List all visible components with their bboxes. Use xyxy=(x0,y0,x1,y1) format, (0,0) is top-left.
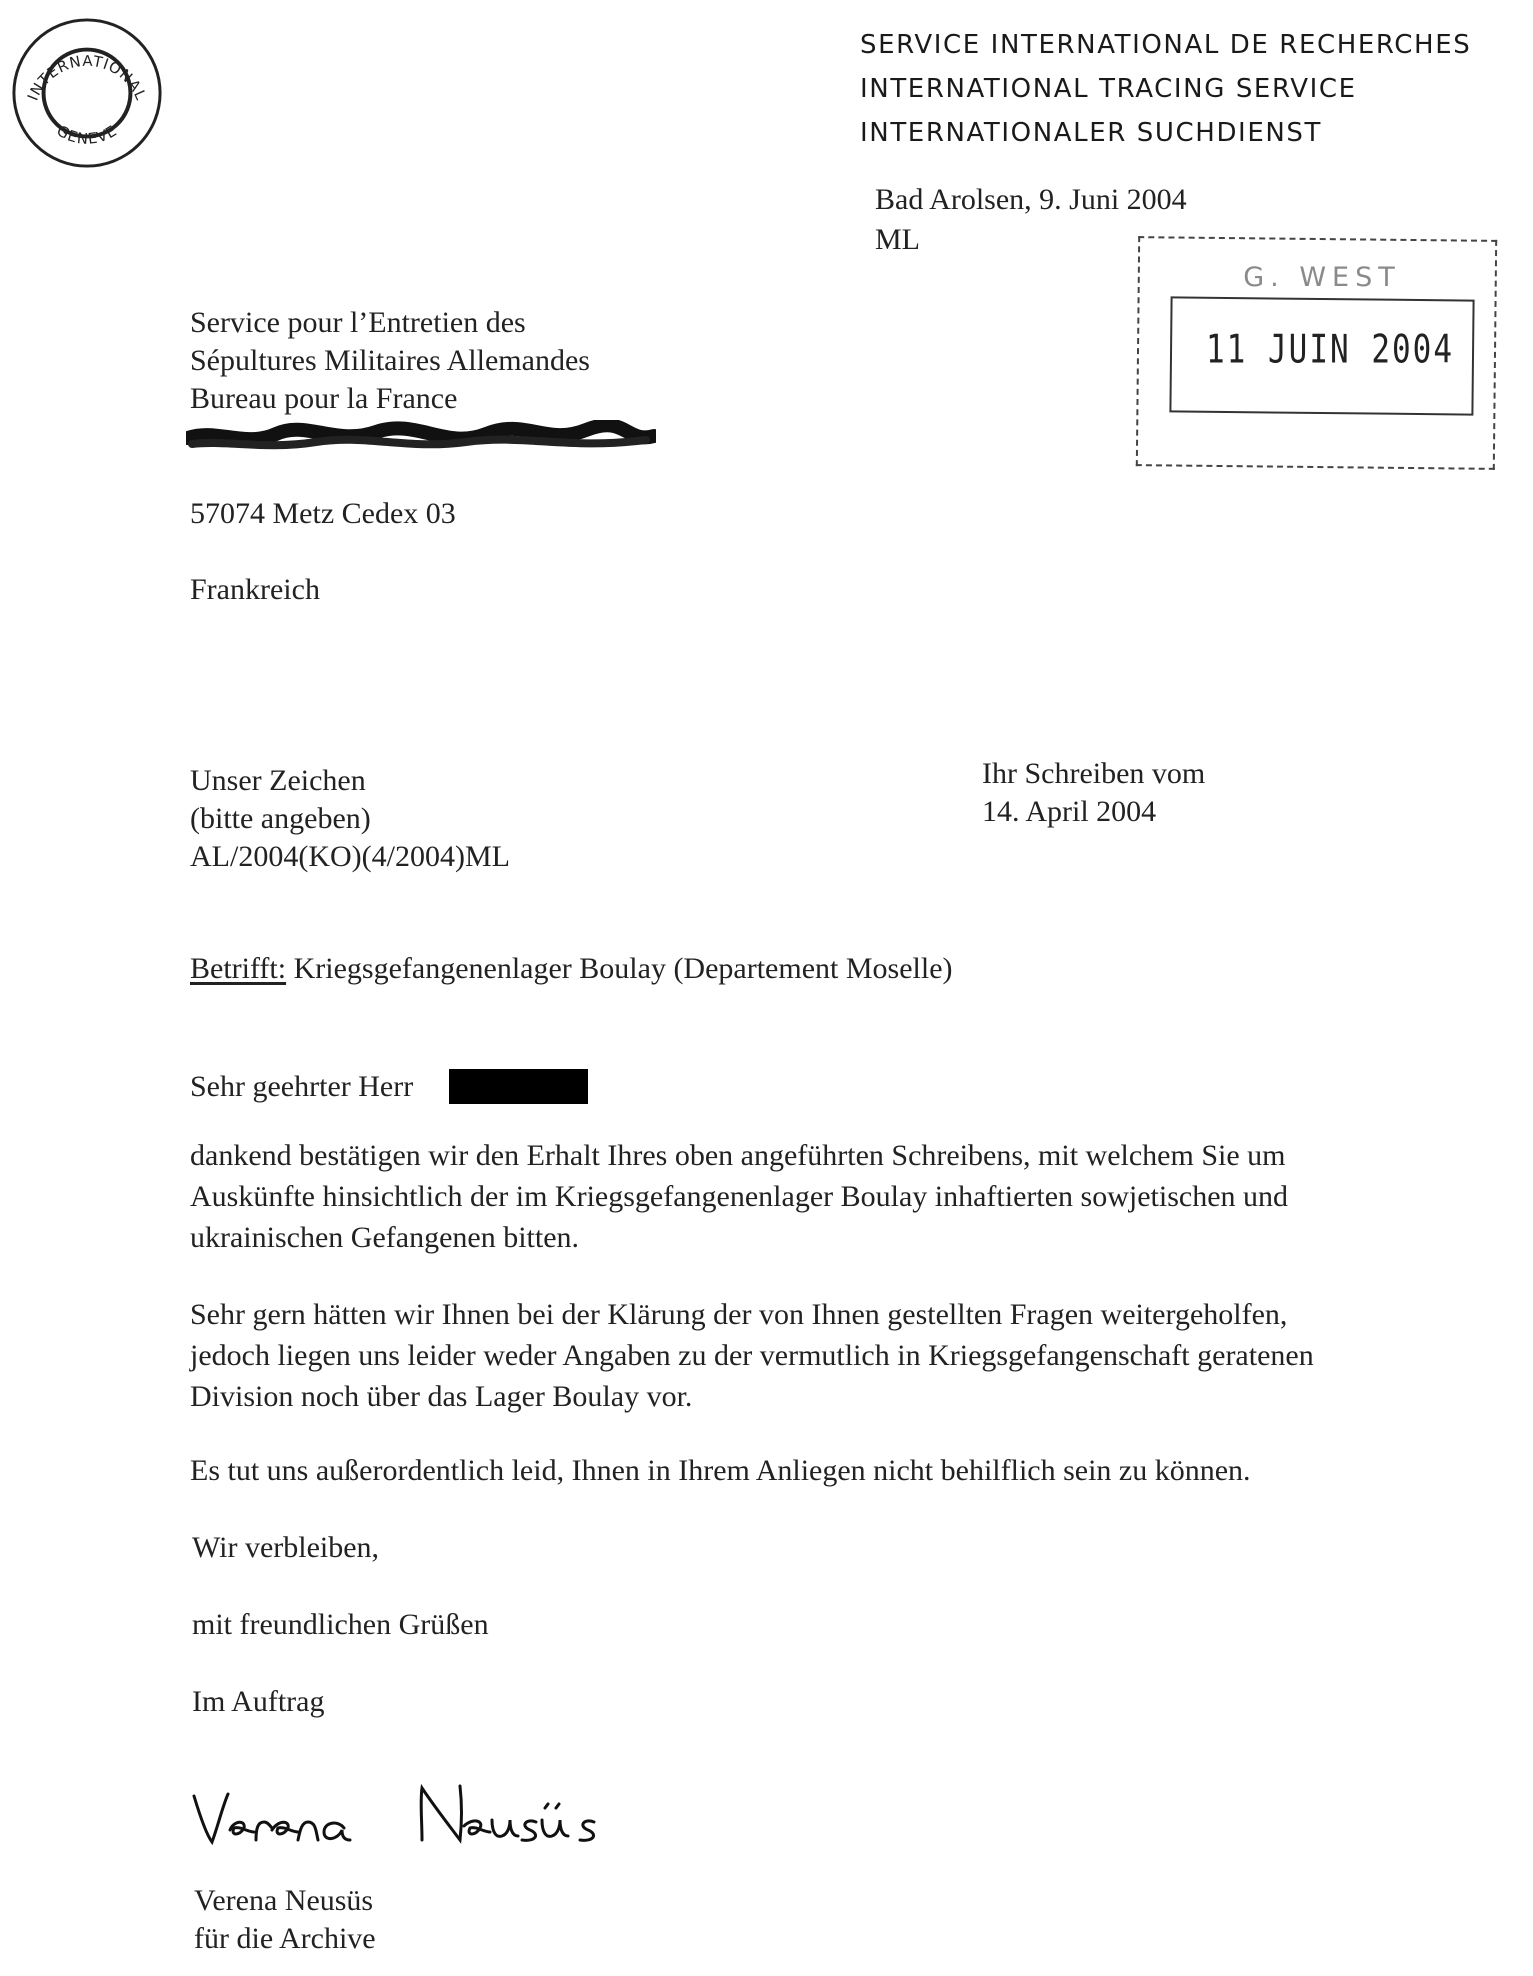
place-date: Bad Arolsen, 9. Juni 2004 xyxy=(875,183,1187,216)
stamp-department: G. WEST xyxy=(1243,262,1401,293)
salutation: Sehr geehrter Herr xyxy=(190,1070,414,1103)
body-p1-line3: ukrainischen Gefangenen bitten. xyxy=(190,1221,580,1254)
handwritten-signature xyxy=(190,1770,610,1860)
closing-line3: Im Auftrag xyxy=(192,1685,325,1718)
svg-text:GENEVE: GENEVE xyxy=(53,122,121,149)
body-p1-line1: dankend bestätigen wir den Erhalt Ihres oben angeführten Schreibens, mit welchem Sie um xyxy=(190,1139,1286,1172)
subject-text: Kriegsgefangenenlager Boulay (Departement Moselle) xyxy=(293,952,953,985)
body-p2-line3: Division noch über das Lager Boulay vor. xyxy=(190,1380,693,1413)
reference-hint: (bitte angeben) xyxy=(190,802,371,835)
reference-label: Unser Zeichen xyxy=(190,764,366,797)
body-p2-line1: Sehr gern hätten wir Ihnen bei der Klärung der von Ihnen gestellten Fragen weitergeholfen, xyxy=(190,1298,1288,1331)
recipient-line2: Sépultures Militaires Allemandes xyxy=(190,344,590,377)
org-name-de: INTERNATIONALER SUCHDIENST xyxy=(860,118,1322,148)
stamp-received-date: 11 JUIN 2004 xyxy=(1206,327,1454,373)
recipient-line1: Service pour l’Entretien des xyxy=(190,306,526,339)
signer-role: für die Archive xyxy=(194,1922,376,1955)
subject-label: Betrifft: xyxy=(190,952,287,985)
recipient-postal: 57074 Metz Cedex 03 xyxy=(190,497,456,530)
closing-line1: Wir verbleiben, xyxy=(192,1531,380,1564)
body-p3: Es tut uns außerordentlich leid, Ihnen in Ihrem Anliegen nicht behilflich sein zu können. xyxy=(190,1454,1251,1487)
org-name-fr: SERVICE INTERNATIONAL DE RECHERCHES xyxy=(860,30,1472,60)
signer-name: Verena Neusüs xyxy=(194,1884,374,1917)
recipient-line3: Bureau pour la France xyxy=(190,382,458,415)
your-letter-label: Ihr Schreiben vom xyxy=(982,757,1206,790)
redacted-street-address xyxy=(186,420,656,456)
reference-value: AL/2004(KO)(4/2004)ML xyxy=(190,840,510,873)
closing-line2: mit freundlichen Grüßen xyxy=(192,1608,489,1641)
recipient-country: Frankreich xyxy=(190,573,320,606)
your-letter-date: 14. April 2004 xyxy=(982,795,1157,828)
svg-text:INTERNATIONAL: INTERNATIONAL xyxy=(24,52,150,104)
author-initials: ML xyxy=(875,223,920,256)
body-p2-line2: jedoch liegen uns leider weder Angaben zu der vermutlich in Kriegsgefangenschaft geratenen xyxy=(190,1339,1314,1372)
org-name-en: INTERNATIONAL TRACING SERVICE xyxy=(860,74,1357,104)
subject-line xyxy=(190,950,953,988)
body-p1-line2: Auskünfte hinsichtlich der im Kriegsgefangenenlager Boulay inhaftierten sowjetischen und xyxy=(190,1180,1289,1213)
redacted-name xyxy=(449,1069,588,1104)
icrc-seal-logo xyxy=(8,14,166,172)
